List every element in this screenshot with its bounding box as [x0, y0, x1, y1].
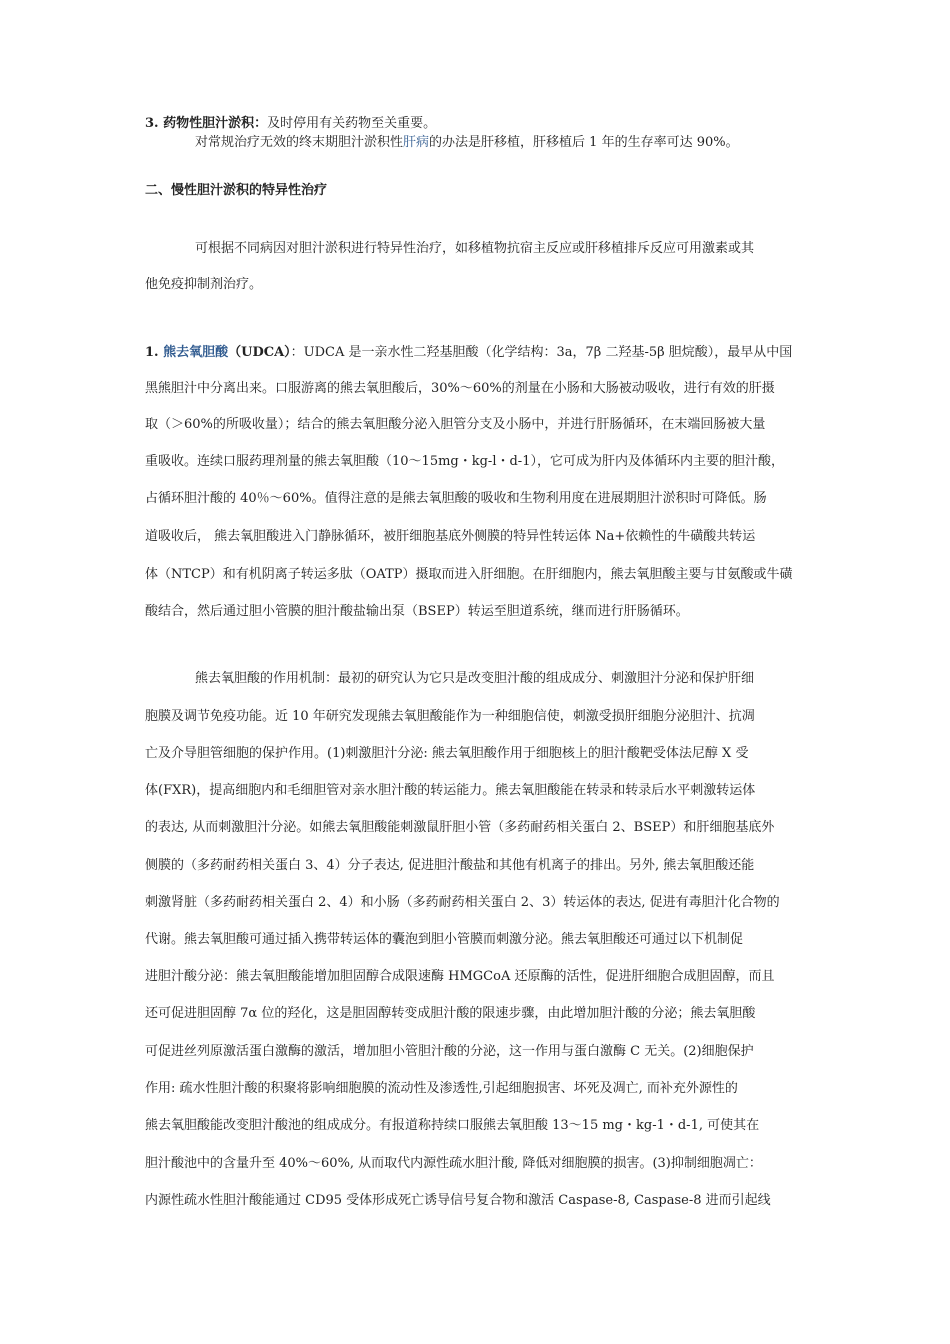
udca-abbr: （UDCA） — [228, 345, 291, 360]
mechanism-line: 代谢。熊去氧胆酸可通过插入携带转运体的囊泡到胆小管膜而刺激分泌。熊去氧胆酸还可通过以下机制促 — [145, 932, 744, 947]
mechanism-line: 进胆汁酸分泌：熊去氧胆酸能增加胆固醇合成限速酶 HMGCoA 还原酶的活性，促进肝细胞合成胆固醇，而且 — [145, 969, 775, 984]
udca-term-link[interactable]: 熊去氧胆酸 — [163, 345, 229, 360]
udca-first-text: ：UDCA 是一亲水性二羟基胆酸（化学结构：3a，7β 二羟基-5β 胆烷酸），最早从中国 — [290, 345, 793, 360]
section-3-heading-line — [145, 115, 815, 133]
udca-line: 取（＞60%的所吸收量）；结合的熊去氧胆酸分泌入胆管分支及小肠中，并进行肝肠循环，在末端回肠被大量 — [145, 417, 766, 432]
intro-line-1: 可根据不同病因对胆汁淤积进行特异性治疗，如移植物抗宿主反应或肝移植排斥反应可用激素或其 — [195, 241, 755, 256]
mechanism-line: 体(FXR)，提高细胞内和毛细胆管对亲水胆汁酸的转运能力。熊去氧胆酸能在转录和转录后水平刺激转运体 — [145, 783, 756, 798]
udca-line: 黑熊胆汁中分离出来。口服游离的熊去氧胆酸后，30%～60%的剂量在小肠和大肠被动吸收，进行有效的肝摄 — [145, 381, 775, 396]
mechanism-line: 胆汁酸池中的含量升至 40%～60%, 从而取代内源性疏水胆汁酸, 降低对细胞膜的损害。(3)抑制细胞凋亡： — [145, 1156, 762, 1171]
udca-line: 道吸收后， 熊去氧胆酸进入门静脉循环，被肝细胞基底外侧膜的特异性转运体 Na+依赖性的牛磺酸共转运 — [145, 529, 756, 544]
udca-line: 重吸收。连续口服药理剂量的熊去氧胆酸（10～15mg・kg-l・d-1），它可成为肝内及体循环内主要的胆汁酸， — [145, 454, 784, 469]
mechanism-line: 亡及介导胆管细胞的保护作用。(1)刺激胆汁分泌: 熊去氧胆酸作用于细胞核上的胆汁酸靶受体法尼醇 X 受 — [145, 746, 749, 761]
section-3-heading: 3. 药物性胆汁淤积： — [145, 116, 268, 131]
mechanism-line: 的表达, 从而刺激胆汁分泌。如熊去氧胆酸能刺激鼠肝胆小管（多药耐药相关蛋白 2、BSEP）和肝细胞基底外 — [145, 820, 775, 835]
mechanism-line: 刺激肾脏（多药耐药相关蛋白 2、4）和小肠（多药耐药相关蛋白 2、3）转运体的表达, 促进有毒胆汁化合物的 — [145, 895, 780, 910]
section-3-text: 及时停用有关药物至关重要。 — [267, 116, 437, 131]
mechanism-line: 作用: 疏水性胆汁酸的积聚将影响细胞膜的流动性及渗透性,引起细胞损害、坏死及凋亡, 而补充外源性的 — [145, 1081, 738, 1096]
mechanism-line: 侧膜的（多药耐药相关蛋白 3、4）分子表达, 促进胆汁酸盐和其他有机离子的排出。另外, 熊去氧胆酸还能 — [145, 858, 755, 873]
mechanism-line: 还可促进胆固醇 7α 位的羟化，这是胆固醇转变成胆汁酸的限速步骤，由此增加胆汁酸的分泌；熊去氧胆酸 — [145, 1006, 756, 1021]
udca-line: 占循环胆汁酸的 40％～60%。值得注意的是熊去氧胆酸的吸收和生物利用度在进展期胆汁淤积时可降低。肠 — [145, 491, 767, 506]
mechanism-line: 内源性疏水性胆汁酸能通过 CD95 受体形成死亡诱导信号复合物和激活 Caspase-8, Caspase-8 进而引起线 — [145, 1193, 771, 1208]
mechanism-line: 可促进丝列原激活蛋白激酶的激活，增加胆小管胆汁酸的分泌，这一作用与蛋白激酶 C 无关。(2)细胞保护 — [145, 1044, 754, 1059]
udca-heading-line — [145, 344, 815, 362]
text-span: 的办法是肝移植，肝移植后 1 年的生存率可达 90%。 — [429, 135, 739, 150]
mechanism-line: 胞膜及调节免疫功能。近 10 年研究发现熊去氧胆酸能作为一种细胞信使，刺激受损肝细胞分泌胆汁、抗凋 — [145, 709, 755, 724]
mechanism-line: 熊去氧胆酸能改变胆汁酸池的组成成分。有报道称持续口服熊去氧胆酸 13～15 mg・kg-1・d-1, 可使其在 — [145, 1118, 760, 1133]
mechanism-line: 熊去氧胆酸的作用机制：最初的研究认为它只是改变胆汁酸的组成成分、刺激胆汁分泌和保护肝细 — [195, 671, 755, 686]
udca-line: 体（NTCP）和有机阴离子转运多肽（OATP）摄取而进入肝细胞。在肝细胞内，熊去氧胆酸主要与甘氨酸或牛磺 — [145, 567, 793, 582]
udca-number: 1. — [145, 345, 164, 360]
liver-transplant-line — [195, 134, 815, 152]
text-span: 对常规治疗无效的终末期胆汁淤积性 — [195, 135, 404, 150]
intro-line-2: 他免疫抑制剂治疗。 — [145, 277, 263, 292]
section-2-title: 二、慢性胆汁淤积的特异性治疗 — [145, 183, 328, 198]
liver-disease-link[interactable]: 肝病 — [403, 135, 430, 150]
udca-line: 酸结合，然后通过胆小管膜的胆汁酸盐输出泵（BSEP）转运至胆道系统，继而进行肝肠循环。 — [145, 604, 689, 619]
